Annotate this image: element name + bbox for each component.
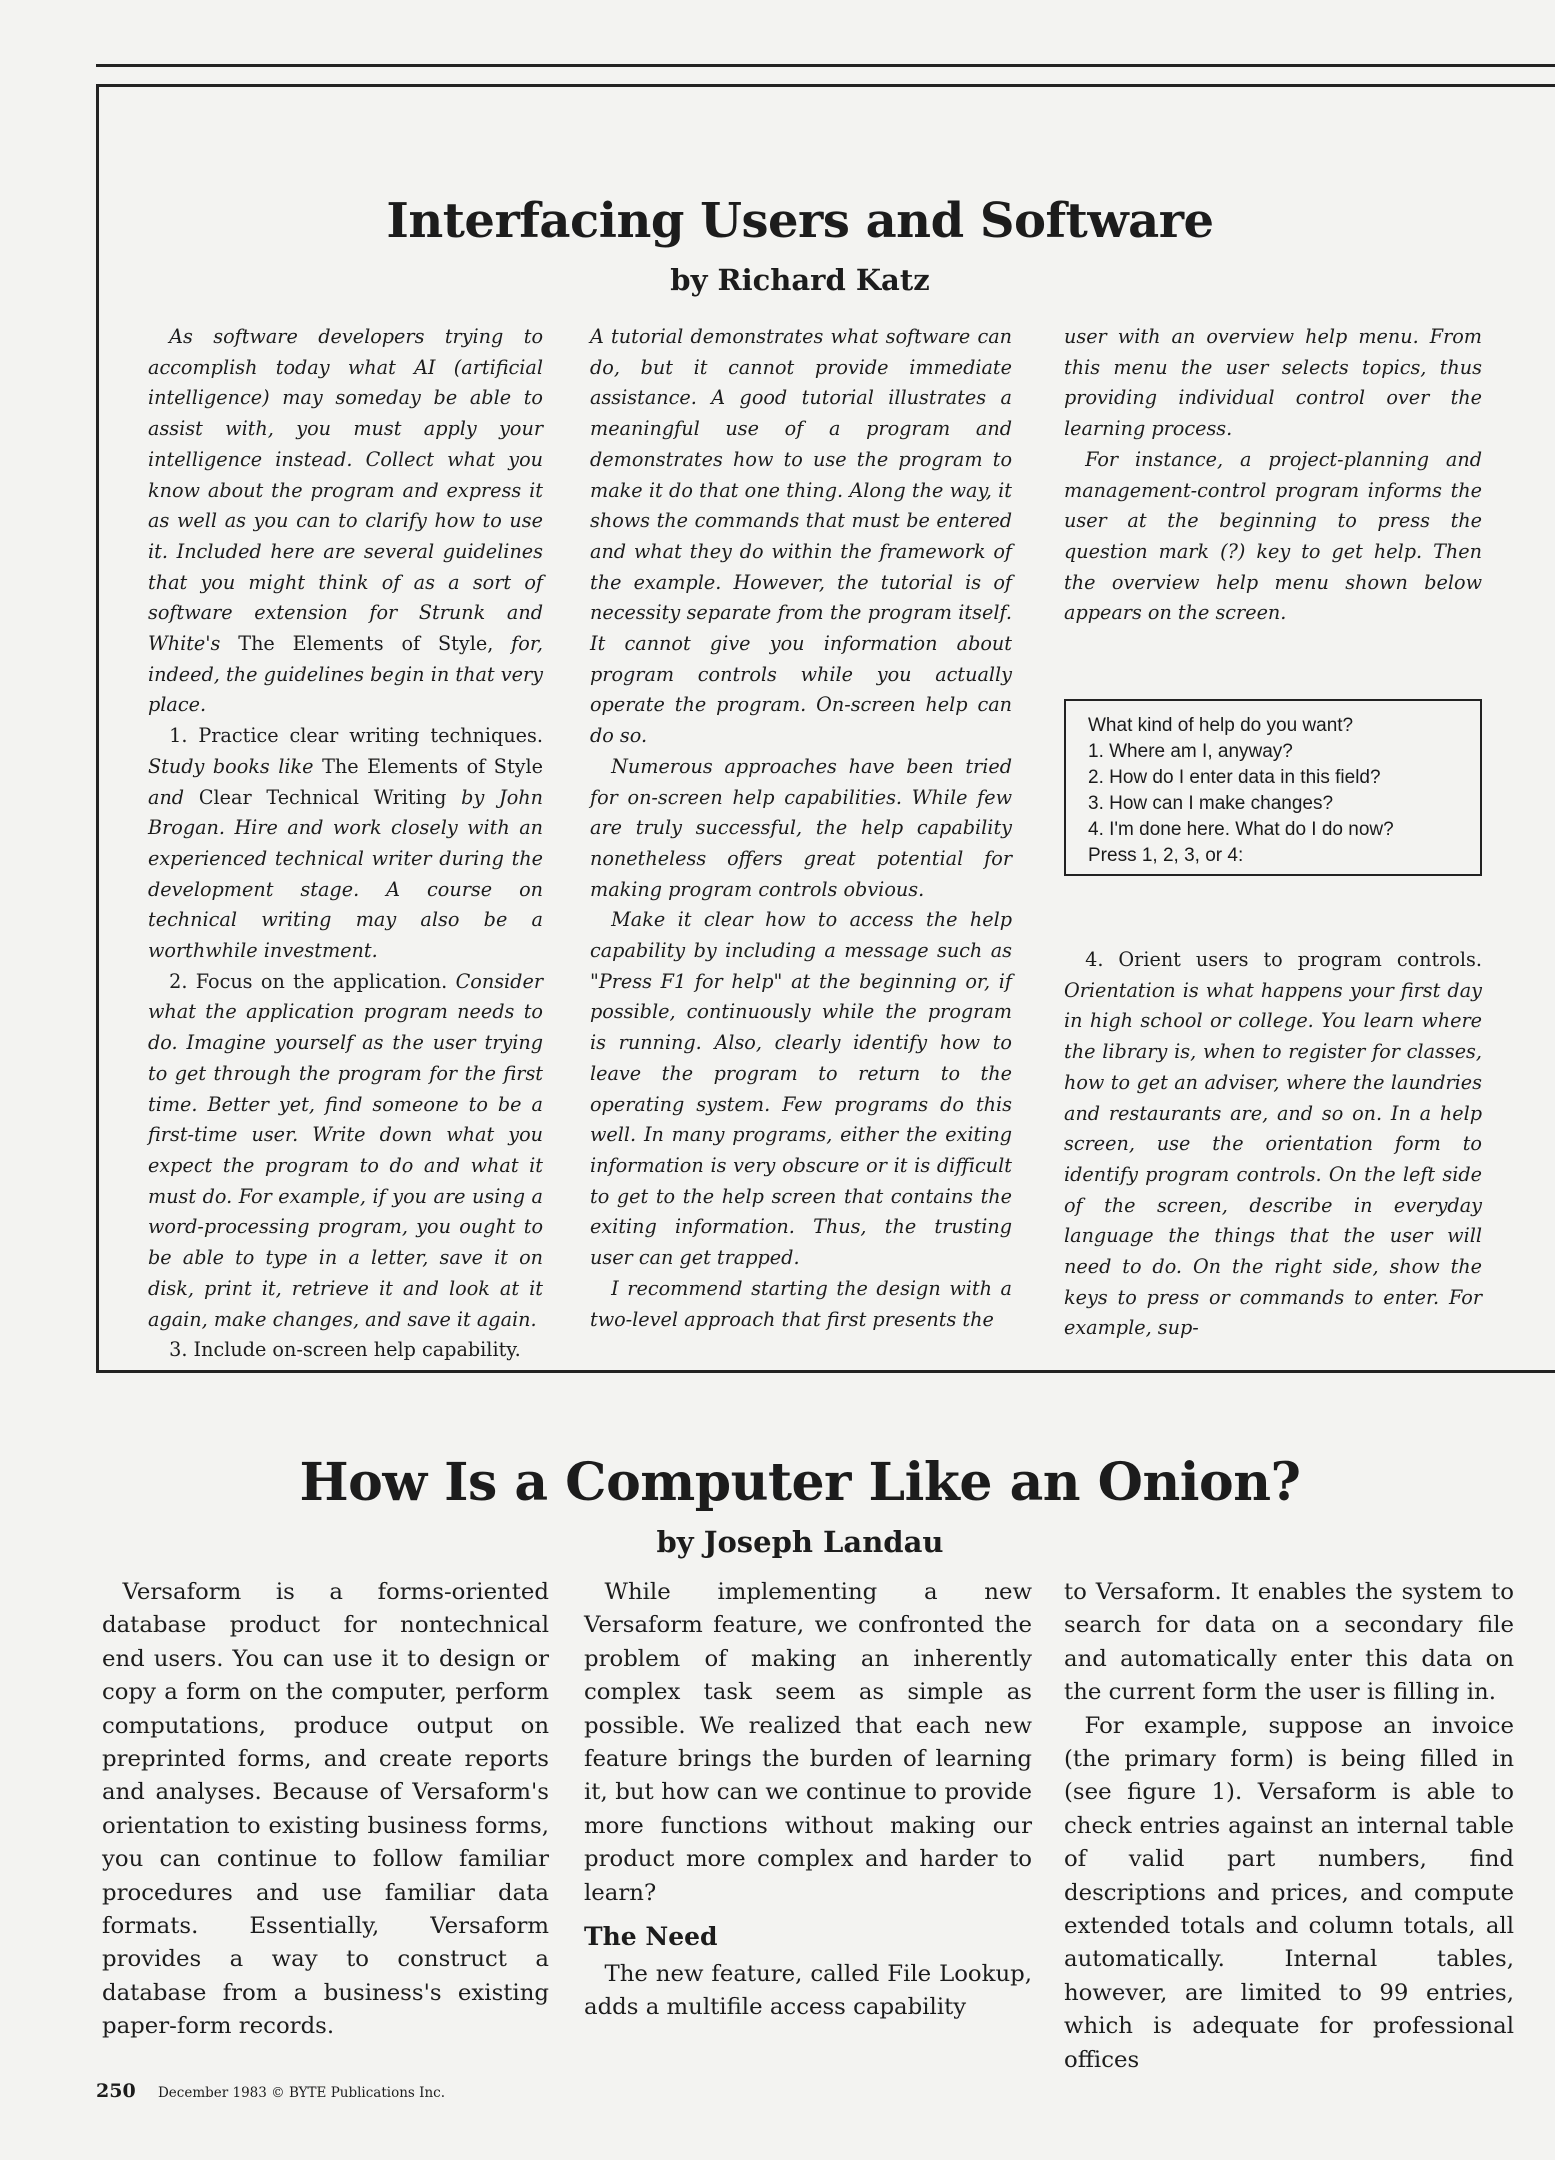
guideline-1-text-b: and bbox=[148, 785, 185, 809]
help-menu-line: What kind of help do you want? bbox=[1088, 715, 1354, 736]
help-menu-line: Press 1, 2, 3, or 4: bbox=[1088, 845, 1244, 866]
landau-column-3 bbox=[1064, 1576, 1514, 2077]
guideline-1-text-a: Study books like bbox=[148, 754, 314, 778]
publication-line: December 1983 © BYTE Publications Inc. bbox=[157, 2085, 446, 2101]
katz-intro-text: As software developers trying to accomplish today what AI (artificial intelligence) may someday be able to assist with, you must apply your intelligence instead. Collect what you know about the program and express it as well as you can to clarify how to use it. Included here are several guidelines that you might think of as a sort of software extension for Strunk and White's bbox=[148, 325, 543, 656]
page-number: 250 bbox=[96, 2080, 136, 2102]
guideline-2 bbox=[148, 967, 543, 1335]
help-menu-box bbox=[1064, 699, 1482, 876]
katz-col3-para-1: user with an overview help menu. From this menu the user selects topics, thus providing individual control over the learning process. bbox=[1064, 325, 1482, 441]
top-rule bbox=[96, 64, 1555, 67]
katz-column-3 bbox=[1064, 322, 1482, 629]
guideline-4-body: Orientation is what happens your first day in high school or college. You learn where the library is, when to register for classes, how to get an adviser, where the laundries and restaurants are, and so on. In a help screen, use the orientation form to identify program controls. On the left side of the screen, describe in everyday language the things that the user will need to do. On the right side, show the keys to press or commands to enter. For example, sup- bbox=[1064, 978, 1482, 1340]
katz-column-1 bbox=[148, 322, 543, 1366]
katz-intro-end: for, indeed, the guidelines begin in that very place. bbox=[148, 632, 543, 717]
landau-column-1 bbox=[102, 1576, 549, 2044]
help-menu-line: 1. Where am I, anyway? bbox=[1088, 741, 1293, 762]
guideline-2-title: 2. Focus on the application. bbox=[169, 969, 448, 993]
guideline-1-title: 1. Practice clear writing techniques. bbox=[169, 724, 543, 748]
guideline-2-body: Consider what the application program needs to do. Imagine yourself as the user trying to get through the program for the first time. Better yet, find someone to be a first-time user. Write down what you expect the program to do and what it must do. For example, if you are using a word-processing program, you ought to be able to type in a letter, save it on disk, print it, retrieve it and look at it again, make changes, and save it again. bbox=[148, 969, 543, 1331]
book-title: The Elements of Style bbox=[322, 754, 543, 778]
guideline-4 bbox=[1064, 945, 1482, 1344]
landau-col2-para-1: While implementing a new Versaform feature, we confronted the problem of making an inherently complex task seem as simple as possible. We realized that each new feature brings the burden of learning it, but how can we continue to provide more functions without making our product more complex and harder to learn? bbox=[584, 1579, 1032, 1906]
book-title: Clear Technical Writing bbox=[198, 785, 447, 809]
help-menu-line: 2. How do I enter data in this field? bbox=[1088, 767, 1381, 788]
page-footer bbox=[96, 2080, 445, 2102]
guideline-1 bbox=[148, 721, 543, 967]
landau-col1-para-1: Versaform is a forms-oriented database product for nontechnical end users. You can use it to design or copy a form on the computer, perform computations, produce output on preprinted forms, and create reports and analyses. Because of Versaform's orientation to existing business forms, you can continue to follow familiar procedures and use familiar data formats. Essentially, Versaform provides a way to construct a database from a business's existing paper-form records. bbox=[102, 1579, 549, 2040]
katz-column-3-lower bbox=[1064, 945, 1482, 1344]
katz-column-2 bbox=[590, 322, 1012, 1335]
landau-col3-para-2: For example, suppose an invoice (the primary form) is being filled in (see figure 1). Versaform is able to check entries against an internal table of valid part numbers, find descriptions and prices, and compute extended totals and column totals, all automatically. Internal tables, however, are limited to 99 entries, which is adequate for professional offices bbox=[1064, 1712, 1514, 2073]
katz-col2-para-3: Make it clear how to access the help capability by including a message such as "Press F1 for help" at the beginning or, if possible, continuously while the program is running. Also, clearly identify how to leave the program to return to the operating system. Few programs do this well. In many programs, either the exiting information is very obscure or it is difficult to get to the help screen that contains the exiting information. Thus, the trusting user can get trapped. bbox=[590, 908, 1012, 1270]
help-menu-line: 4. I'm done here. What do I do now? bbox=[1088, 819, 1394, 840]
katz-col2-para-4: I recommend starting the design with a two-level approach that first presents the bbox=[590, 1276, 1012, 1331]
landau-column-2 bbox=[584, 1576, 1032, 2025]
byline-katz: by Richard Katz bbox=[670, 263, 930, 297]
section-heading-the-need: The Need bbox=[584, 1922, 718, 1952]
landau-col2-para-2: The new feature, called File Lookup, adds a multifile access capability bbox=[584, 1961, 1032, 2021]
katz-col2-para-2: Numerous approaches have been tried for on-screen help capabilities. While few are truly successful, the help capability nonetheless offers great potential for making program controls obvious. bbox=[590, 754, 1012, 901]
article-title-landau: How Is a Computer Like an Onion? bbox=[299, 1452, 1301, 1513]
byline-landau: by Joseph Landau bbox=[656, 1525, 944, 1559]
book-title: The Elements of Style, bbox=[238, 632, 494, 656]
article-title-katz: Interfacing Users and Software bbox=[386, 193, 1214, 249]
katz-intro-paragraph bbox=[148, 322, 543, 721]
guideline-3 bbox=[148, 1335, 543, 1366]
guideline-3-title: 3. Include on-screen help capability. bbox=[169, 1338, 521, 1362]
help-menu-line: 3. How can I make changes? bbox=[1088, 793, 1334, 814]
landau-col3-para-1: to Versaform. It enables the system to search for data on a secondary file and automatically enter this data on the current form the user is filling in. bbox=[1064, 1579, 1514, 1706]
guideline-1-text-c: by John Brogan. Hire and work closely with an experienced technical writer during the development stage. A course on technical writing may also be a worthwhile investment. bbox=[148, 785, 543, 963]
katz-col2-para-1: A tutorial demonstrates what software can do, but it cannot provide immediate assistance. A good tutorial illustrates a meaningful use of a program and demonstrates how to use the program to make it do that one thing. Along the way, it shows the commands that must be entered and what they do within the framework of the example. However, the tutorial is of necessity separate from the program itself. It cannot give you information about program controls while you actually operate the program. On-screen help can do so. bbox=[590, 325, 1012, 748]
guideline-4-title: 4. Orient users to program controls. bbox=[1085, 948, 1482, 971]
katz-col3-para-2: For instance, a project-planning and management-control program informs the user at the beginning to press the question mark (?) key to get help. Then the overview help menu shown below appears on the screen. bbox=[1064, 447, 1482, 625]
